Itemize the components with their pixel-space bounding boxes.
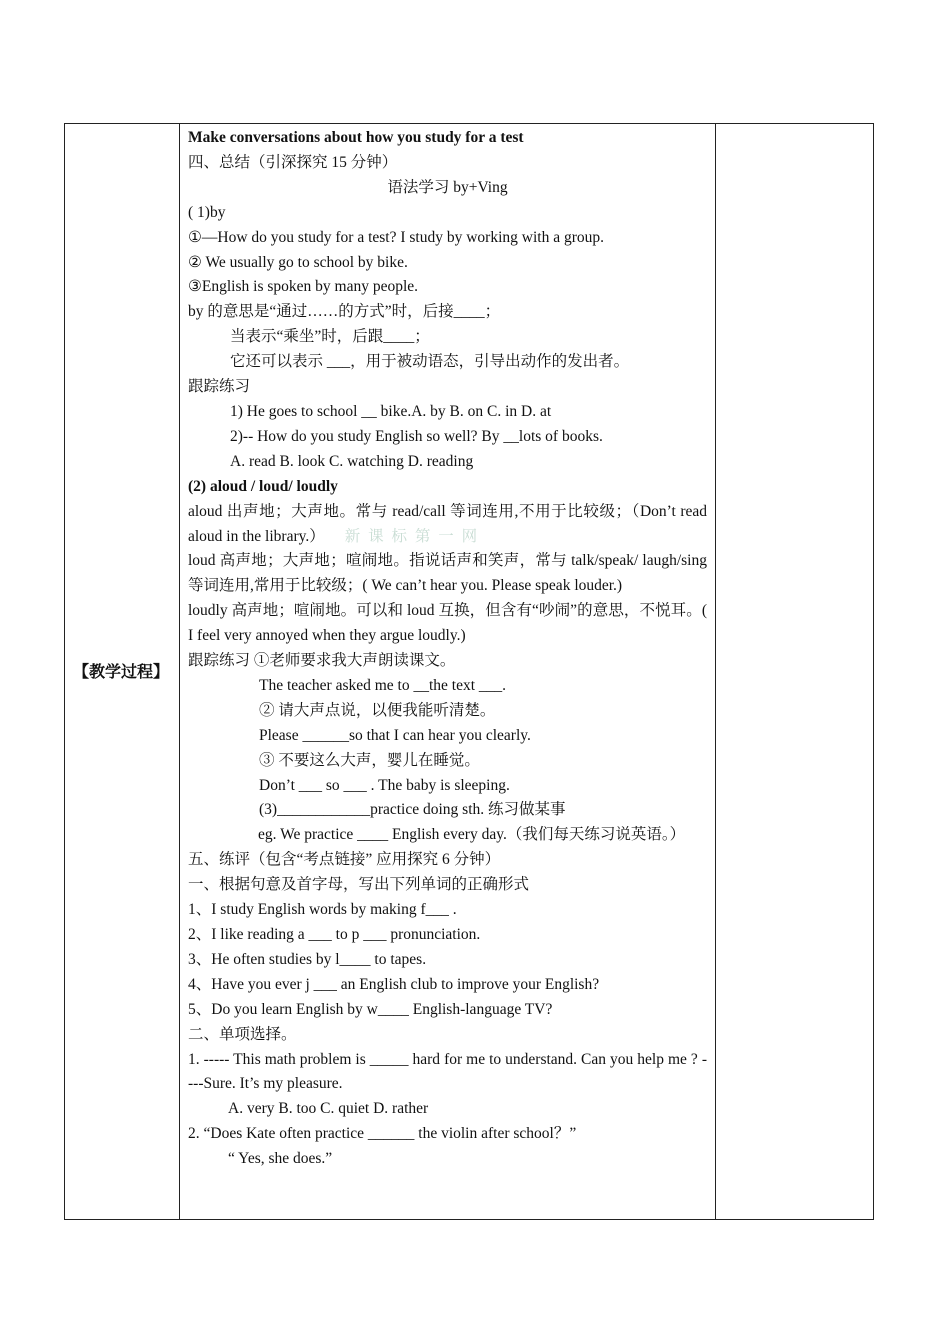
by-rule-1: by 的意思是“通过……的方式”时，后接____； — [188, 303, 501, 321]
practice-heading: 跟踪练习 — [188, 378, 251, 396]
section-four-title: 四、总结（引深探究 15 分钟） — [188, 153, 398, 171]
practice-subheading: (3)____________practice doing sth. 练习做某事 — [259, 801, 566, 819]
exercise-item-5: 5、Do you learn English by w____ English-language TV? — [188, 1000, 553, 1018]
exercise-item-4: 4、Have you ever j ___ an English club to improve your English? — [188, 975, 600, 993]
loud-explanation: loud 高声地；大声地；喧闹地。指说话声和笑声，常与 talk/speak/ laugh/sing 等词连用,常用于比较级；( We can’t hear you. Please speak louder.) — [188, 552, 707, 595]
loudly-explanation: loudly 高声地；喧闹地。可以和 loud 互换，但含有“吵闹”的意思，不悦耳。( I feel very annoyed when they argue loudly.) — [188, 602, 707, 645]
section-label-cell — [65, 124, 180, 1220]
lesson-content — [180, 124, 715, 1172]
choice-answer-2: “ Yes, she does.” — [228, 1150, 333, 1168]
lesson-heading: Make conversations about how you study for a test — [188, 129, 524, 146]
exercise-two-title: 二、单项选择。 — [188, 1025, 297, 1043]
choice-question-1: 1. ----- This math problem is _____ hard for me to understand. Can you help me ? ----Sure. It’s my pleasure. — [188, 1050, 707, 1093]
exercise-item-3: 3、He often studies by l____ to tapes. — [188, 950, 427, 968]
choice-options-1: A. very B. too C. quiet D. rather — [228, 1100, 429, 1118]
grammar-title: 语法学习 by+Ving — [387, 178, 508, 196]
section-five-title: 五、练评（包含“考点链接” 应用探究 6 分钟） — [188, 851, 501, 869]
practice-question-1: 1) He goes to school __ bike.A. by B. on C. in D. at — [230, 402, 552, 420]
exercise-one-title: 一、根据句意及首字母，写出下列单词的正确形式 — [188, 876, 530, 894]
watermark: 新 课 标 第 一 网 — [344, 527, 480, 545]
section-label: 【教学过程】 — [73, 661, 170, 681]
tracking-sentence-1: The teacher asked me to __the text ___. — [259, 676, 507, 694]
tracking-sentence-3: Don’t ___ so ___ . The baby is sleeping. — [259, 776, 510, 794]
example-1: ①—How do you study for a test? I study by working with a group. — [188, 228, 604, 246]
tracking-sentence-2: Please ______so that I can hear you clearly. — [259, 726, 531, 744]
tracking-practice-1: 跟踪练习 ①老师要求我大声朗读课文。 — [188, 652, 456, 670]
example-3: ③English is spoken by many people. — [188, 278, 419, 296]
notes-cell — [716, 124, 874, 1220]
lesson-table — [64, 123, 874, 1220]
exercise-item-1: 1、I study English words by making f___ . — [188, 901, 457, 919]
by-rule-2: 当表示“乘坐”时，后跟____； — [230, 328, 430, 346]
practice-example: eg. We practice ____ English every day.（我们每天练习说英语。） — [258, 826, 686, 844]
content-cell — [180, 124, 716, 1220]
choice-question-2: 2. “Does Kate often practice ______ the violin after school？” — [188, 1125, 577, 1143]
aloud-text: aloud 出声地；大声地。常与 read/call 等词连用,不用于比较级；（Don’t read aloud in the library.） — [188, 502, 707, 545]
tracking-prompt-2: ② 请大声点说，以便我能听清楚。 — [259, 701, 496, 719]
tracking-prompt-3: ③ 不要这么大声，婴儿在睡觉。 — [259, 751, 480, 769]
practice-question-2: 2)-- How do you study English so well? By __lots of books. — [230, 427, 603, 445]
by-subheading: ( 1)by — [188, 203, 226, 221]
practice-options-2: A. read B. look C. watching D. reading — [230, 452, 474, 470]
aloud-subheading: (2) aloud / loud/ loudly — [188, 477, 338, 495]
example-2: ② We usually go to school by bike. — [188, 253, 408, 271]
aloud-explanation — [188, 500, 707, 550]
by-rule-3: 它还可以表示 ___，用于被动语态，引导出动作的发出者。 — [230, 353, 630, 371]
exercise-item-2: 2、I like reading a ___ to p ___ pronunciation. — [188, 926, 481, 943]
